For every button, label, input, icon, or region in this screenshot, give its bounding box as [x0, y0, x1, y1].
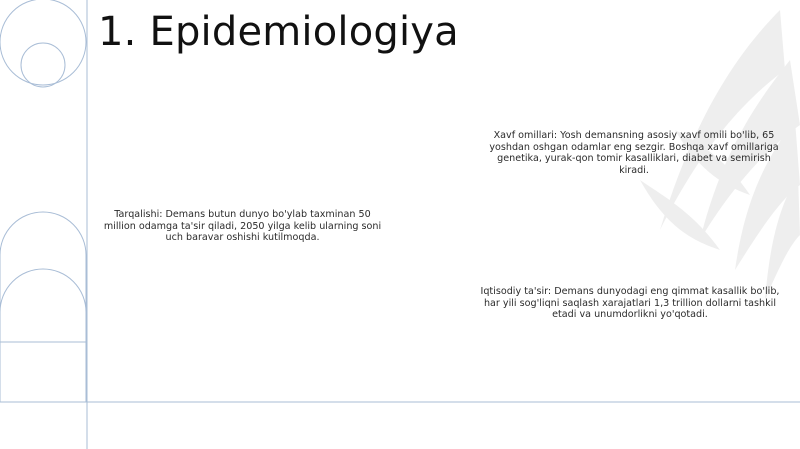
- slide-title: 1. Epidemiologiya: [98, 9, 459, 55]
- small-circle: [21, 43, 65, 87]
- arch-outer: [0, 212, 86, 402]
- arch-inner: [0, 269, 86, 312]
- prevalence-text: Tarqalishi: Demans butun dunyo bo'ylab taxminan 50 million odamga ta'sir qiladi, 2050 yilga kelib ularning soni uch baravar oshishi kutilmoqda.: [103, 209, 382, 243]
- economic-impact-text: Iqtisodiy ta'sir: Demans dunyodagi eng qimmat kasallik bo'lib, har yili sog'liqni saqlash xarajatlari 1,3 trillion dollarni tashkil etadi va unumdorlikni yo'qotadi.: [480, 286, 780, 320]
- risk-factors-text: Xavf omillari: Yosh demansning asosiy xavf omili bo'lib, 65 yoshdan oshgan odamlar eng sezgir. Boshqa xavf omillariga genetika, yurak-qon tomir kasalliklari, diabet va semirish kiradi.: [489, 130, 779, 176]
